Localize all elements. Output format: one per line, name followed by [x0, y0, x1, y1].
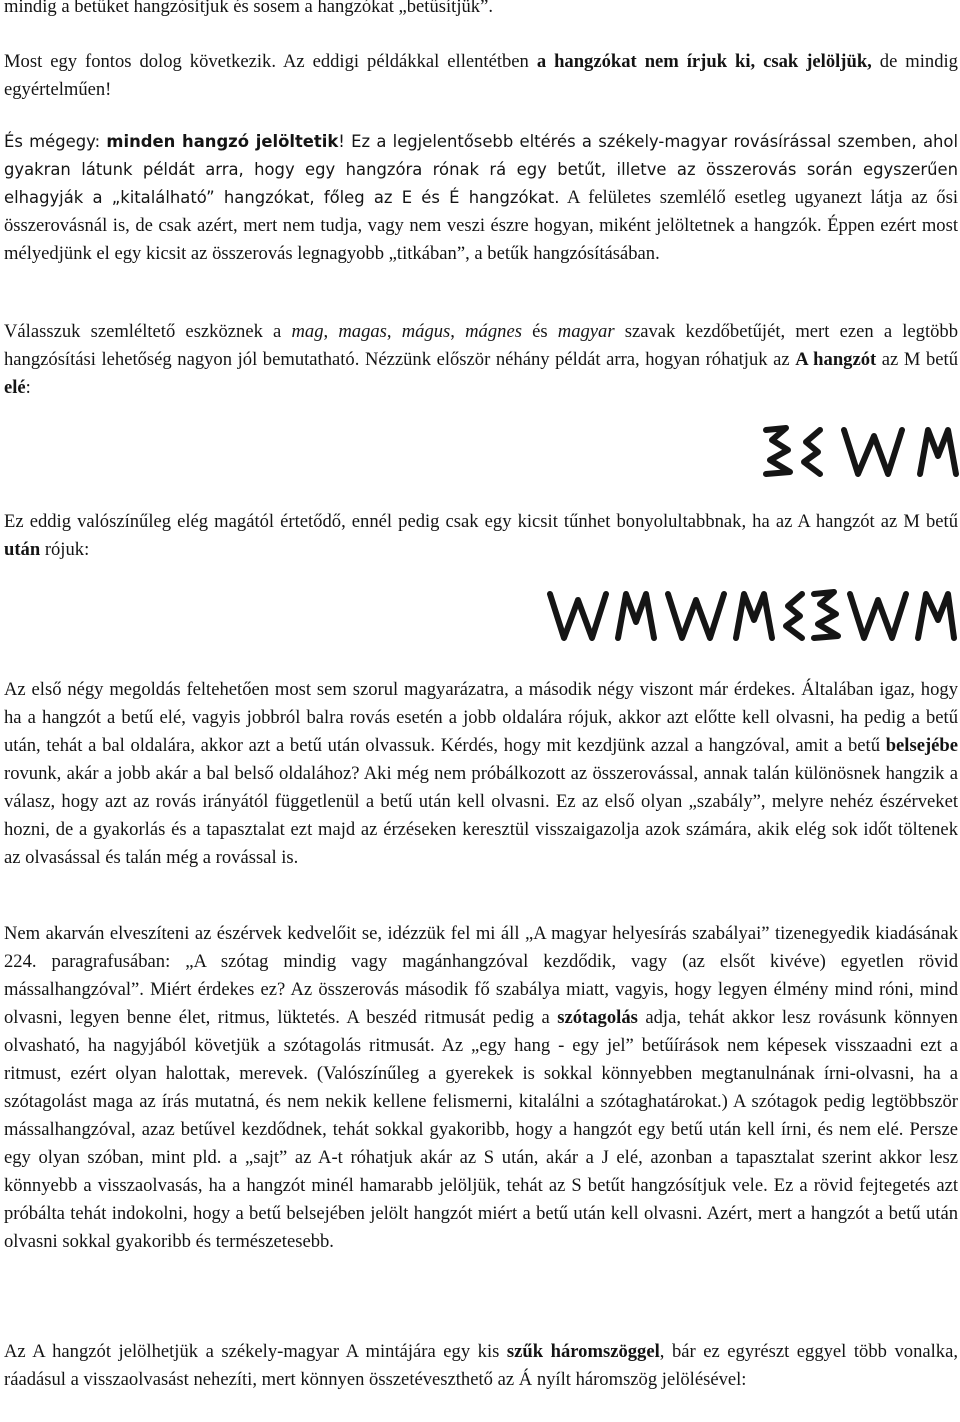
rovas-image-a-before-m — [760, 424, 960, 480]
bold-run: a hangzókat nem írjuk ki, csak jelöljük, — [536, 51, 872, 72]
rune-glyph — [804, 430, 820, 474]
paragraph-reading-order — [4, 676, 958, 872]
italic-word: mágnes — [465, 321, 522, 342]
text-run: rovunk, akár a jobb akár a bal belső oldalához? Aki még nem próbálkozott az összerovással, annak talán különösnek hangzik a válasz, hogy azt az rovás irányától függetlenül a betű után kell olvasni. Ez az első olyan „szabály”, melyre nehéz észérveket hozni, de a gyakorlás és a tapasztalat ezt majd az érzéseken keresztül visszaigazolja azok számára, akik elég sok időt töltenek az olvasással és talán még a rovással is. — [4, 763, 958, 868]
rune-glyph — [850, 594, 906, 638]
paragraph-intro-line — [4, 0, 958, 21]
bold-run: A hangzót — [795, 349, 877, 370]
text-run: Ez eddig valószínűleg elég magától értetődő, ennél pedig csak egy kicsit tűnhet bonyolultabbnak, ha az A hangzót az M betű — [4, 511, 958, 532]
italic-word: mágus — [401, 321, 451, 342]
paragraph-example-words — [4, 318, 958, 402]
paragraph-a-after-m — [4, 508, 958, 564]
text-run: ! Ez a legjelentősebb eltérés a székely-magyar rovásírással szemben, ahol gyakran látunk példát arra, hogy egy hangzóra rónak rá egy betűt, illetve az összerovás során egyszerűen elhagyják a „kitalálható” hangzókat, főleg az E és É hangzókat. — [4, 132, 959, 207]
text-run: És mégegy: — [4, 132, 107, 151]
bold-run: elé — [4, 377, 26, 398]
rune-glyph — [814, 592, 838, 638]
rune-glyph — [766, 428, 790, 474]
text-run: , — [450, 321, 466, 342]
rune-glyph — [550, 594, 606, 638]
text-run: A felületes szemlélő esetleg ugyanezt látja az ősi összerovásnál is, de csak azért, mert nem tudja, vagy nem veszi észre hogyan, miként jelöltetnek a hangzók. Éppen ezért most mélyedjünk el egy kicsit az összerovás legnagyobb „titkában”, a betűk hangzósításában. — [4, 187, 958, 264]
text-run: Nem akarván elveszíteni az észérvek kedvelőit se, idézzük fel mi áll „A magyar helyesírás szabályai” tizenegyedik kiadásának 224. paragrafusában: „A szótag mindig vagy magánhangzóval kezdődik, vagy (az elsőt kivéve) egyetlen rövid mássalhangzóval”. Miért érdekes ez? Az összerovás második fő szabálya miatt, vagyis, hogy legyen élmény mind róni, mind olvasni, legyen benne élet, ritmus, lüktetés. A beszéd ritmusát pedig a — [4, 923, 958, 1028]
paragraph-triangle-marking — [4, 1338, 958, 1394]
text-run: : — [25, 377, 31, 398]
bold-run: belsejébe — [885, 735, 958, 756]
text-run: Most egy fontos dolog következik. Az eddigi példákkal ellentétben — [4, 51, 537, 72]
text-run: , bár ez egyrészt eggyel több vonalka, ráadásul a visszaolvasást nehezíti, mert könnyen összetéveszthető az Á nyílt háromszög jelölésével: — [4, 1341, 958, 1390]
text-run: szavak kezdőbetűjét, mert ezen a legtöbb hangzósítási lehetőség nagyon jól bemutatható. Nézzünk először néhány példát arra, hogyan róhatjuk az — [4, 321, 959, 370]
text-run: de mindig egyértelműen! — [4, 51, 958, 100]
italic-word: magyar — [557, 321, 615, 342]
rune-glyph — [844, 430, 902, 474]
italic-word: mag — [291, 321, 324, 342]
paragraph-important-note — [4, 48, 958, 104]
text-run: és — [521, 321, 558, 342]
rune-glyph — [786, 594, 802, 638]
bold-run: után — [4, 539, 41, 560]
rune-glyph — [736, 594, 772, 638]
rune-glyph — [918, 594, 954, 638]
text-run: , — [386, 321, 402, 342]
paragraph-syllables — [4, 920, 958, 1256]
bold-run: szótagolás — [557, 1007, 638, 1028]
text-run: , — [323, 321, 339, 342]
text-run: Az első négy megoldás feltehetően most sem szorul magyarázatra, a második négy viszont már érdekes. Általában igaz, hogy ha a hangzót a betű elé, vagyis jobbról balra rovás esetén a jobb oldalára rójuk, akkor azt előtte kell olvasni, ha pedig a betű után, tehát a bal oldalára, akkor azt a betű után olvassuk. Kérdés, hogy mit kezdjünk azzal a hangzóval, amit a betű — [4, 679, 958, 756]
rune-glyph — [920, 430, 956, 474]
rovas-image-a-after-m — [546, 586, 958, 644]
text-run: az M betű — [876, 349, 958, 370]
text-run: adja, tehát akkor lesz rovásunk könnyen olvasható, ha nagyjából követjük a szótagolás ritmusát. Az „egy hang - egy jel” betűírások nem képesek visszaadni ezt a ritmust, ezért olyan halottak, merevek. (Valószínűleg a gyerekek is sokkal könnyebben megtanulnának írni-olvasni, ha a szótagolást maga az írás mutatná, és nem nekik kellene felismerni, kitalálni a szótaghatárokat.) A szótagok pedig legtöbbször mássalhangzóval, azaz betűvel kezdődnek, tehát sokkal gyakoribb, hogy a hangzót egy betű után kell írni, és nem elé. Persze egy olyan szóban, mint pld. a „sajt” az A-t róhatjuk akár az S után, akár a J elé, azonban a tapasztalat szerint akkor lesz könnyebb a visszaolvasás, ha a hangzót minél hamarabb jelöljük, tehát az S betűt hangzósítjuk vele. Ez a rövid fejtegetés azt próbálta tehát indokolni, hogy a betű belsejében jelölt hangzót miért a betű után kell olvasni. Azért, mert a hangzót a betű után olvasni sokkal gyakoribb és természetesebb. — [4, 1007, 958, 1252]
bold-run: minden hangzó jelöltetik — [106, 132, 339, 151]
text-run: Az A hangzót jelölhetjük a székely-magyar A mintájára egy kis — [4, 1341, 507, 1362]
text-run: mindig a betűket hangzósítjuk és sosem a hangzókat „betűsítjük”. — [4, 0, 494, 17]
italic-word: magas — [338, 321, 387, 342]
text-run: rójuk: — [40, 539, 90, 560]
rune-glyph — [618, 594, 654, 638]
bold-run: szűk háromszöggel — [506, 1341, 660, 1362]
paragraph-every-vowel-marked — [4, 128, 958, 268]
text-run: Válasszuk szemléltető eszköznek a — [4, 321, 292, 342]
rune-glyph — [668, 594, 724, 638]
